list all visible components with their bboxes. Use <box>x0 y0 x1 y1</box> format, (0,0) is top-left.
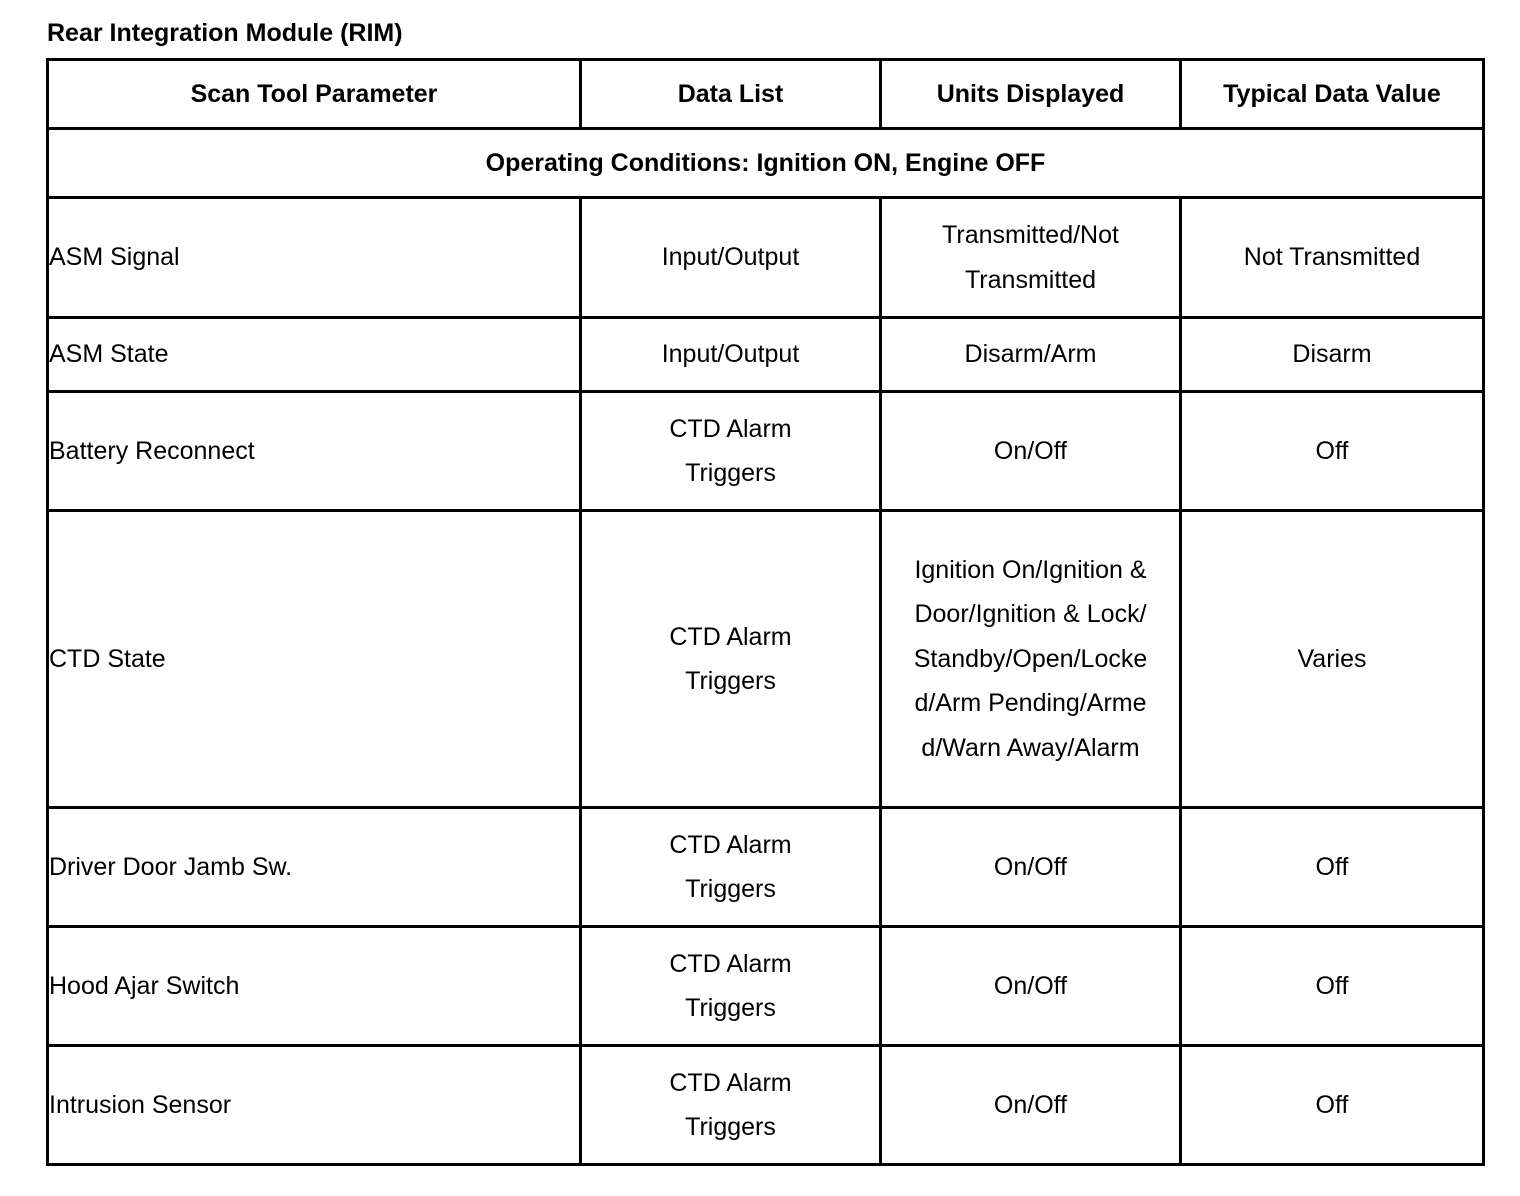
table-row <box>48 808 1484 927</box>
data-list-text: CTD Alarm Triggers <box>669 414 792 487</box>
header-typical-data-value: Typical Data Value <box>1181 60 1484 129</box>
table-row <box>48 511 1484 808</box>
cell-typical-value: Not Transmitted <box>1181 198 1484 318</box>
table-row <box>48 927 1484 1046</box>
cell-parameter: CTD State <box>48 511 581 808</box>
operating-conditions-row <box>48 129 1484 198</box>
cell-data-list <box>581 808 881 927</box>
cell-data-list <box>581 511 881 808</box>
data-list-text: CTD Alarm Triggers <box>669 830 792 903</box>
cell-units: On/Off <box>881 808 1181 927</box>
cell-parameter: ASM State <box>48 318 581 392</box>
cell-data-list <box>581 392 881 511</box>
document-title: Rear Integration Module (RIM) <box>47 19 403 47</box>
table-row <box>48 198 1484 318</box>
cell-parameter: Driver Door Jamb Sw. <box>48 808 581 927</box>
cell-typical-value: Off <box>1181 808 1484 927</box>
cell-typical-value: Off <box>1181 927 1484 1046</box>
cell-units: On/Off <box>881 392 1181 511</box>
scan-tool-data-table <box>46 58 1485 1166</box>
cell-parameter: Intrusion Sensor <box>48 1046 581 1165</box>
cell-data-list <box>581 1046 881 1165</box>
table-row <box>48 318 1484 392</box>
header-units-displayed: Units Displayed <box>881 60 1181 129</box>
cell-data-list: Input/Output <box>581 318 881 392</box>
cell-typical-value: Off <box>1181 1046 1484 1165</box>
data-list-text: CTD Alarm Triggers <box>669 1068 792 1141</box>
operating-conditions: Operating Conditions: Ignition ON, Engine OFF <box>48 129 1484 198</box>
cell-units: On/Off <box>881 927 1181 1046</box>
units-text: Ignition On/Ignition & Door/Ignition & Lock/Standby/Open/Locked/Arm Pending/Armed/Warn Away/Alarm <box>913 555 1148 762</box>
cell-typical-value: Disarm <box>1181 318 1484 392</box>
cell-data-list <box>581 927 881 1046</box>
cell-parameter: Battery Reconnect <box>48 392 581 511</box>
cell-typical-value: Varies <box>1181 511 1484 808</box>
cell-parameter: ASM Signal <box>48 198 581 318</box>
data-list-text: CTD Alarm Triggers <box>669 949 792 1022</box>
header-data-list: Data List <box>581 60 881 129</box>
cell-units <box>881 511 1181 808</box>
cell-typical-value: Off <box>1181 392 1484 511</box>
table-header-row <box>48 60 1484 129</box>
table-row <box>48 1046 1484 1165</box>
cell-data-list: Input/Output <box>581 198 881 318</box>
cell-units: On/Off <box>881 1046 1181 1165</box>
cell-parameter: Hood Ajar Switch <box>48 927 581 1046</box>
units-text: Transmitted/Not Transmitted <box>942 221 1119 294</box>
table-row <box>48 392 1484 511</box>
data-list-text: CTD Alarm Triggers <box>669 622 792 695</box>
cell-units: Disarm/Arm <box>881 318 1181 392</box>
cell-units <box>881 198 1181 318</box>
header-scan-tool-parameter: Scan Tool Parameter <box>48 60 581 129</box>
